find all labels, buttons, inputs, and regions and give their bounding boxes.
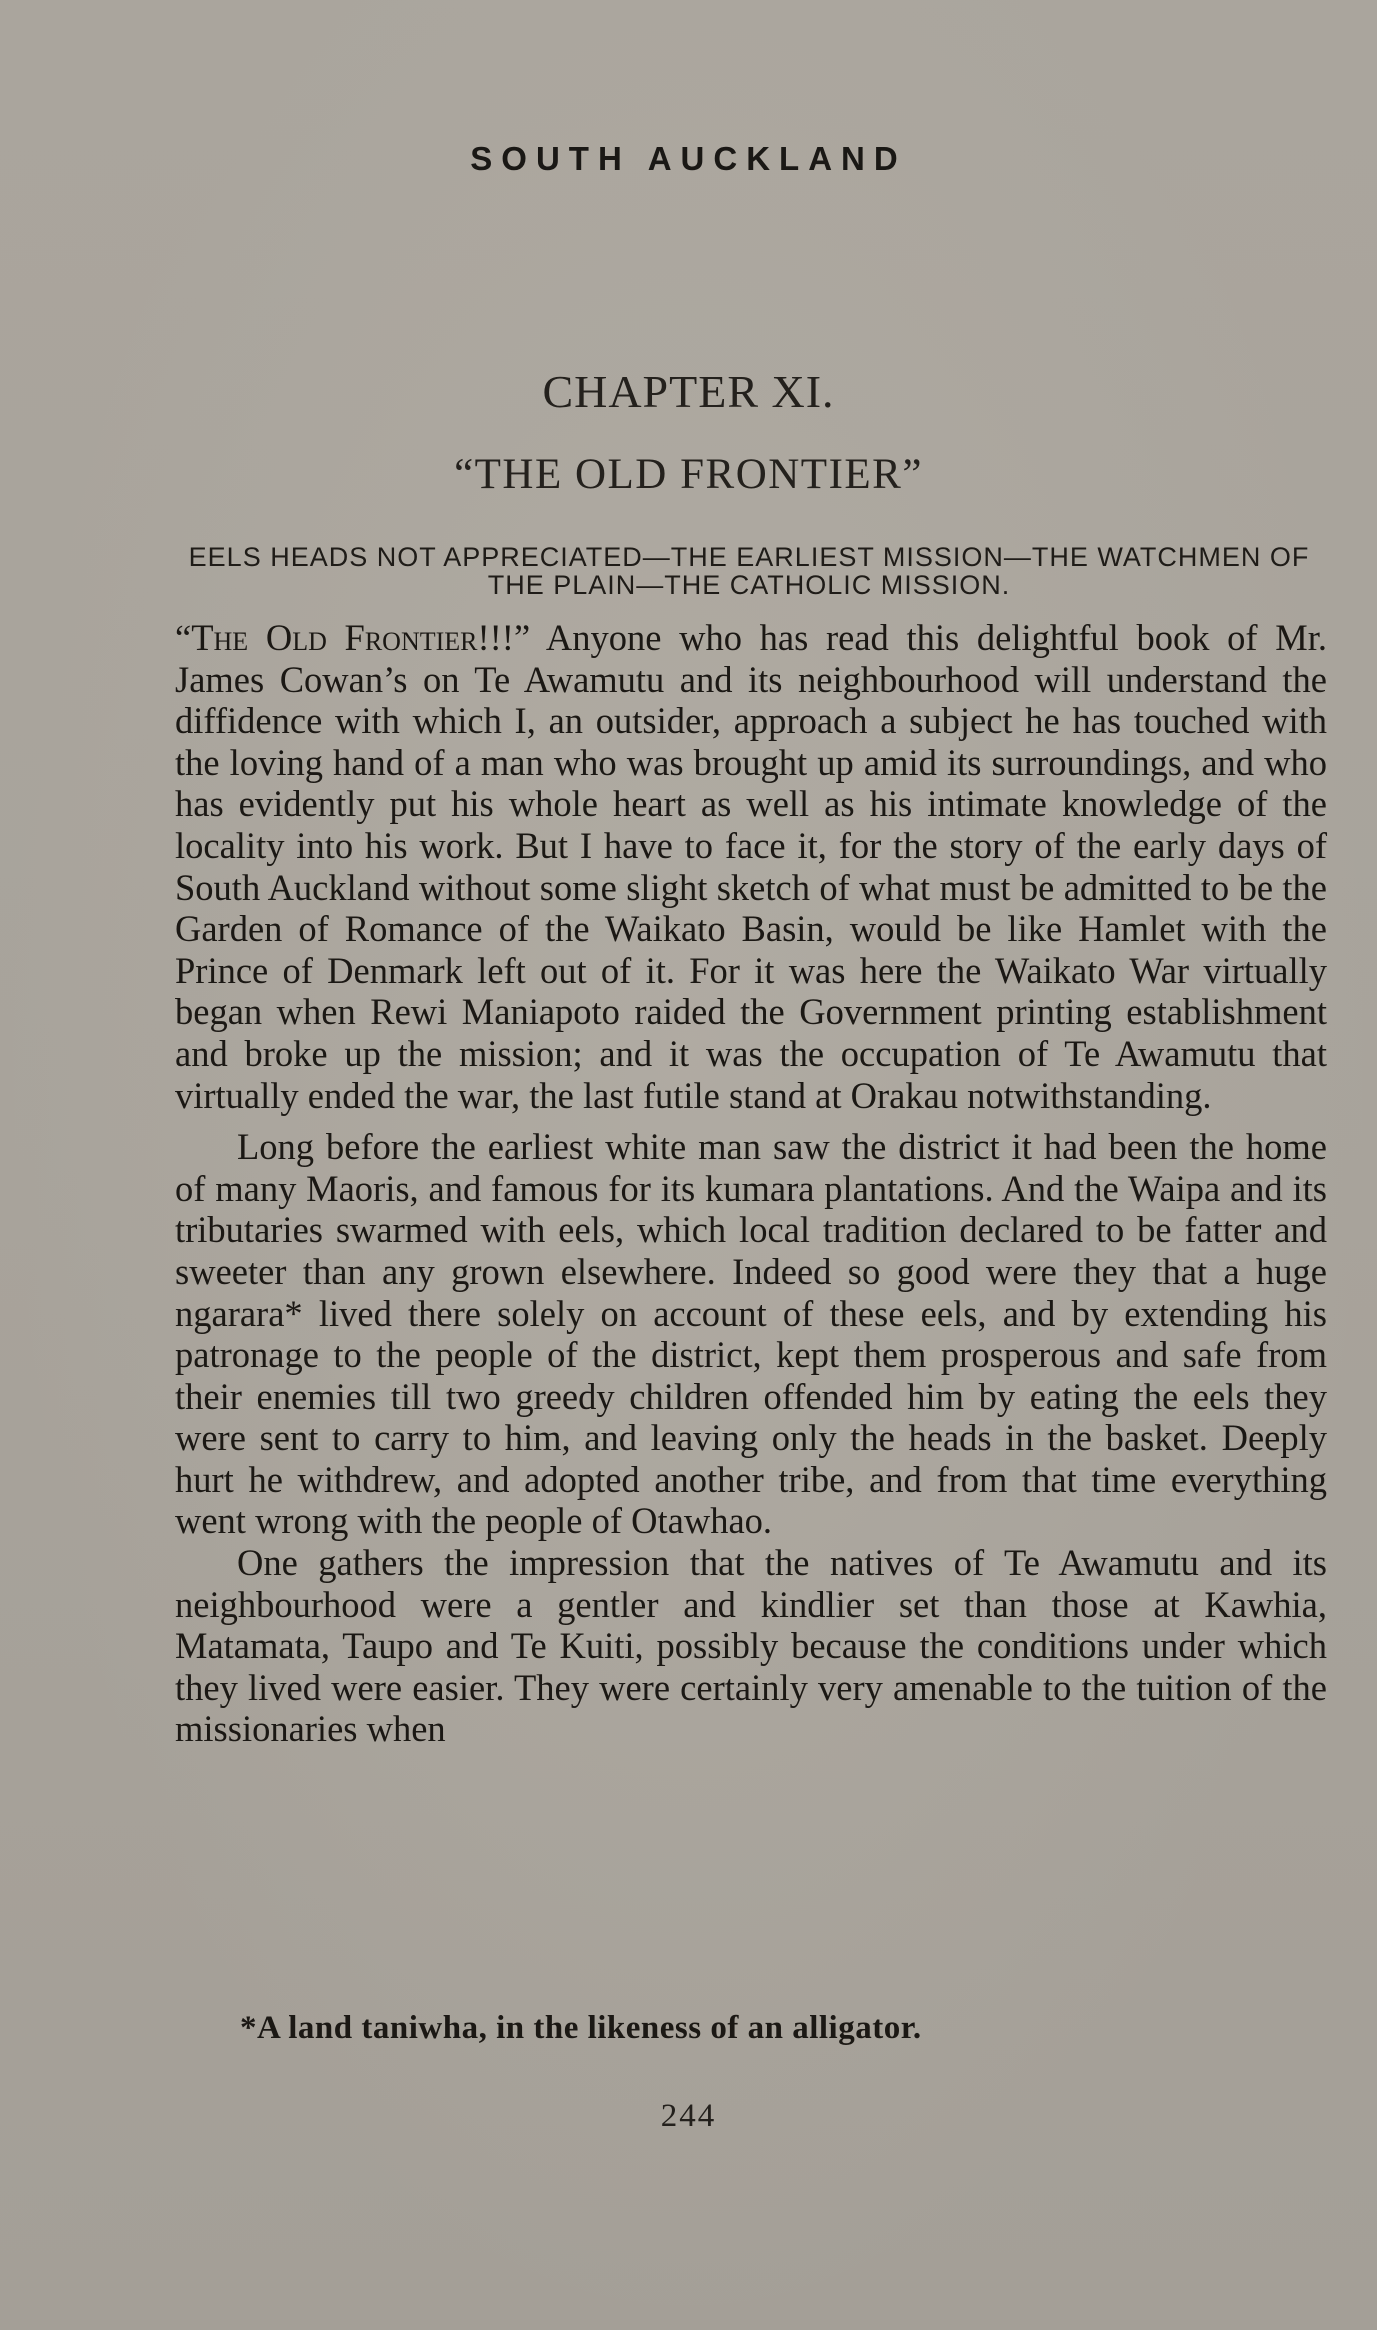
body-text <box>175 617 1327 1750</box>
chapter-title: “THE OLD FRONTIER” <box>454 451 923 498</box>
paragraph-1 <box>175 617 1327 1116</box>
chapter-synopsis: EELS HEADS NOT APPRECIATED—THE EARLIEST MISSION—THE WATCHMEN OF THE PLAIN—THE CATHOLIC MISSION. <box>188 542 1310 600</box>
chapter-number: CHAPTER XI. <box>542 366 835 417</box>
paragraph-2: Long before the earliest white man saw the district it had been the home of many Maoris, and famous for its kumara plantations. And the Waipa and its tributaries swarmed with eels, which local tradition declared to be fatter and sweeter than any grown elsewhere. Indeed so good were they that a huge ngarara* lived there solely on account of these eels, and by extending his patronage to the people of the district, kept them prosperous and safe from their enemies till two greedy children offended him by eating the eels they were sent to carry to him, and leaving only the heads in the basket. Deeply hurt he withdrew, and adopted another tribe, and from that time everything went wrong with the people of Otawhao. <box>175 1126 1327 1542</box>
footnote: *A land taniwha, in the likeness of an alligator. <box>240 2010 922 2046</box>
paragraph-text: Anyone who has read this delightful book of Mr. James Cowan’s on Te Awamutu and its neighbourhood will understand the diffidence with which I, an outsider, approach a subject he has touched with the loving hand of a man who was brought up amid its surroundings, and who has evidently put his whole heart as well as his intimate knowledge of the locality into his work. But I have to face it, for the story of the early days of South Auckland without some slight sketch of what must be admitted to be the Garden of Romance of the Waikato Basin, would be like Hamlet with the Prince of Denmark left out of it. For it was here the Waikato War virtually began when Rewi Maniapoto raided the Government printing establishment and broke up the mission; and it was the occupation of Te Awamutu that virtually ended the war, the last futile stand at Orakau notwithstanding. <box>175 617 1327 1116</box>
running-head: SOUTH AUCKLAND <box>470 140 907 177</box>
paragraph-3: One gathers the impression that the natives of Te Awamutu and its neighbourhood were a gentler and kindlier set than those at Kawhia, Matamata, Taupo and Te Kuiti, possibly because the conditions under which they lived were easier. They were certainly very amenable to the tuition of the missionaries when <box>175 1542 1327 1750</box>
page-number: 244 <box>660 2098 717 2134</box>
paragraph-lead-in: “The Old Frontier!!!” <box>175 617 531 658</box>
